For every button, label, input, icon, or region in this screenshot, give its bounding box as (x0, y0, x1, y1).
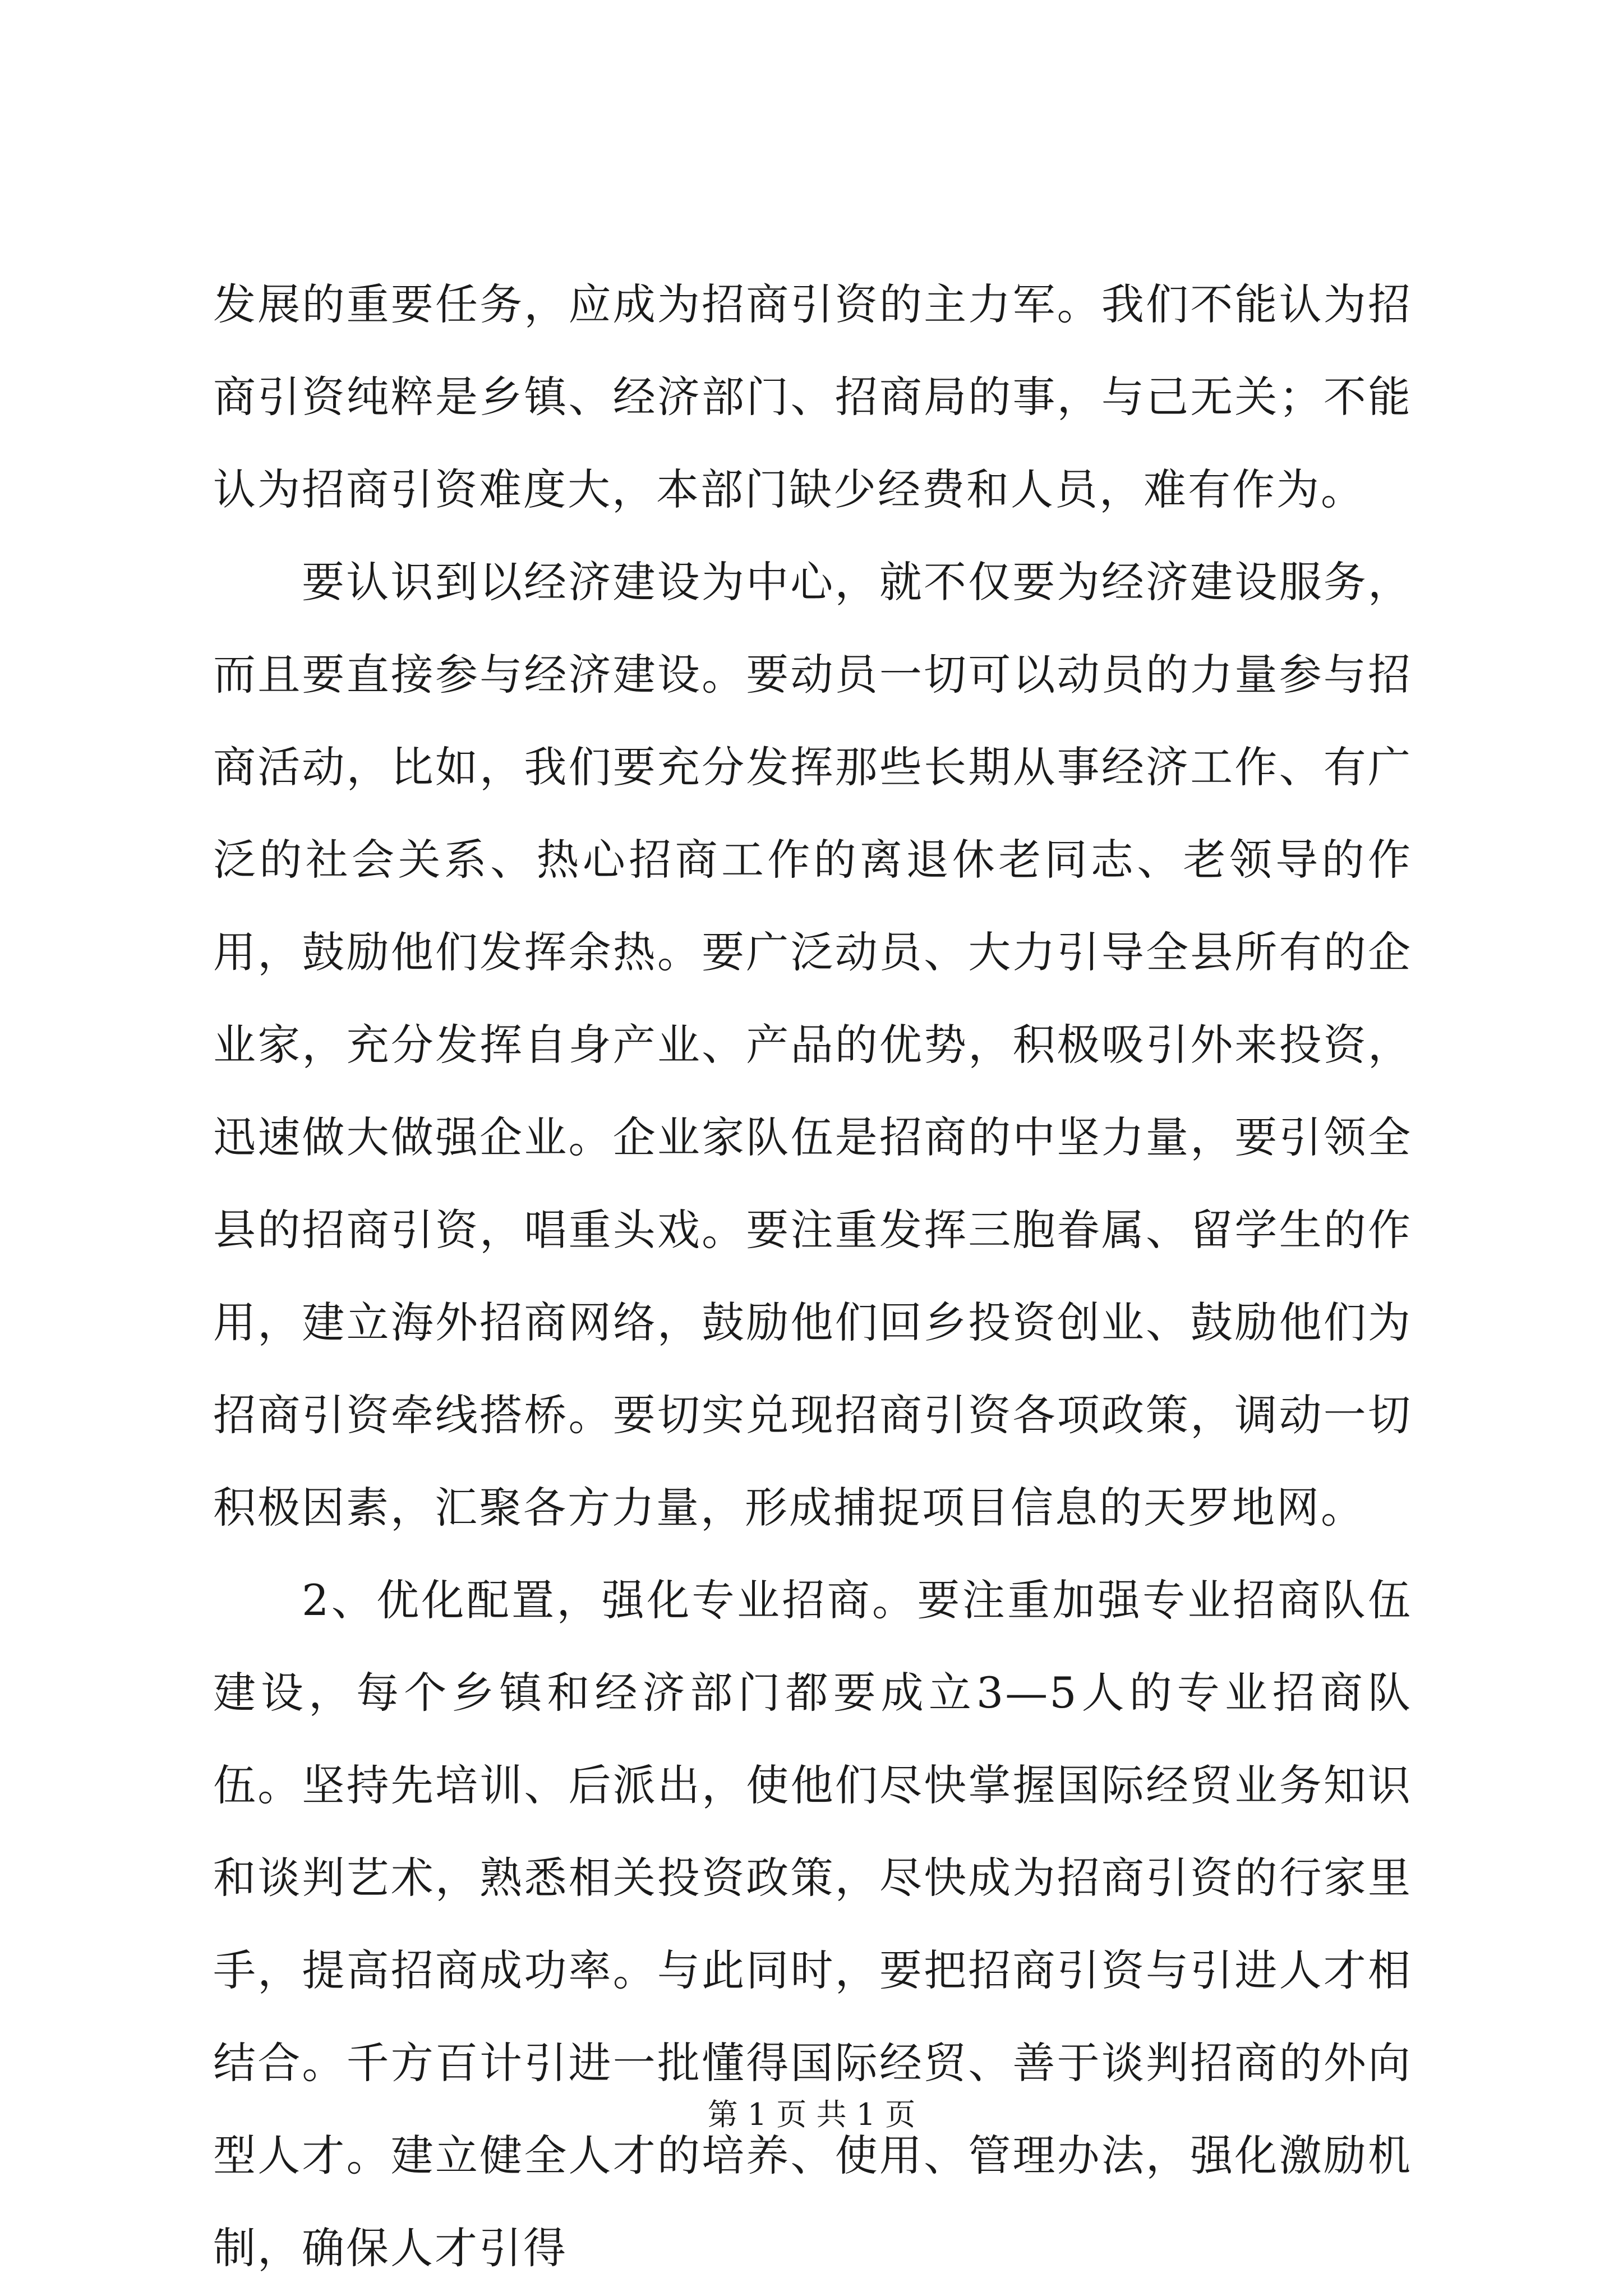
page-footer: 第 1 页 共 1 页 (707, 2097, 916, 2132)
paragraph-1: 发展的重要任务，应成为招商引资的主力军。我们不能认为招商引资纯粹是乡镇、经济部门、招商局的事，与己无关；不能认为招商引资难度大，本部门缺少经费和人员，难有作为。 (213, 279, 1412, 514)
paragraph-3: 2、优化配置，强化专业招商。要注重加强专业招商队伍建设，每个乡镇和经济部门都要成立3—5人的专业招商队伍。坚持先培训、后派出，使他们尽快掌握国际经贸业务知识和谈判艺术，熟悉相关投资政策，尽快成为招商引资的行家里手，提高招商成功率。与此同时，要把招商引资与引进人才相结合。千方百计引进一批懂得国际经贸、善于谈判招商的外向型人才。建立健全人才的培养、使用、管理办法，强化激励机制，确保人才引得 (213, 1575, 1412, 2273)
paragraph-2: 要认识到以经济建设为中心，就不仅要为经济建设服务，而且要直接参与经济建设。要动员一切可以动员的力量参与招商活动，比如，我们要充分发挥那些长期从事经济工作、有广泛的社会关系、热心招商工作的离退休老同志、老领导的作用，鼓励他们发挥余热。要广泛动员、大力引导全县所有的企业家，充分发挥自身产业、产品的优势，积极吸引外来投资，迅速做大做强企业。企业家队伍是招商的中坚力量，要引领全县的招商引资，唱重头戏。要注重发挥三胞眷属、留学生的作用，建立海外招商网络，鼓励他们回乡投资创业、鼓励他们为招商引资牵线搭桥。要切实兑现招商引资各项政策，调动一切积极因素，汇聚各方力量，形成捕捉项目信息的天罗地网。 (213, 557, 1412, 1533)
document-body (213, 258, 1412, 2294)
